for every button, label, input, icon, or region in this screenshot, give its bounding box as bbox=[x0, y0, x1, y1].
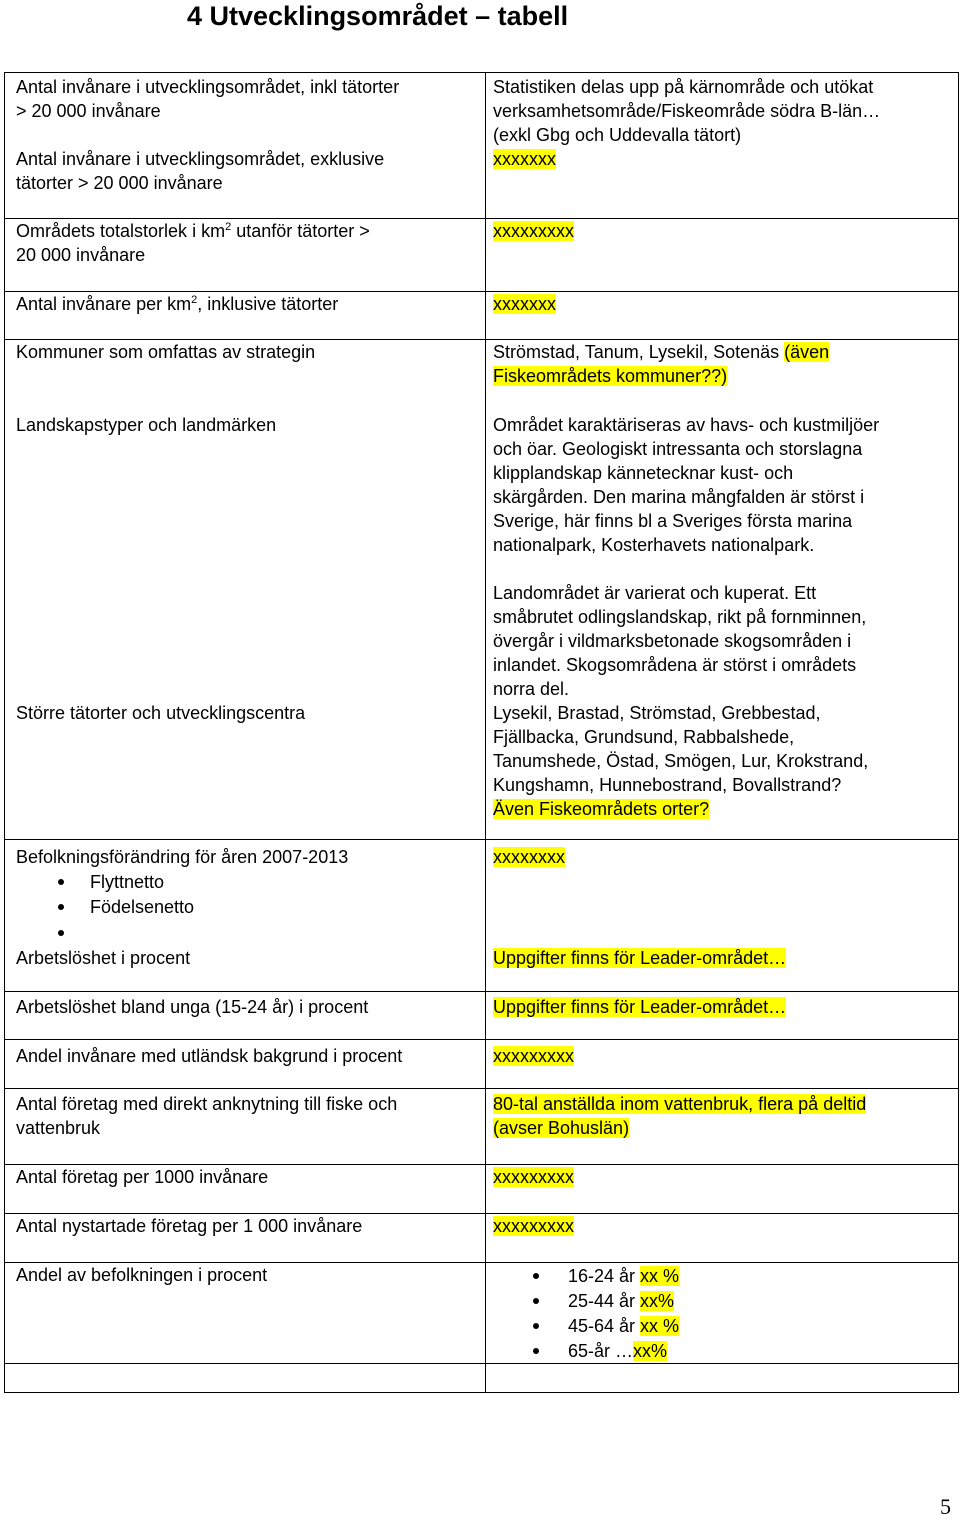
row-divider bbox=[5, 991, 958, 992]
row10-value bbox=[493, 995, 786, 1019]
row10-label: Arbetslöshet bland unga (15-24 år) i procent bbox=[16, 997, 369, 1017]
row12-value-text2: (avser Bohuslän) bbox=[493, 1118, 630, 1138]
age-group-item bbox=[568, 1264, 679, 1288]
row7-value-line: Tanumshede, Östad, Smögen, Lur, Krokstrand, bbox=[493, 751, 869, 771]
row6-value-line: Sverige, här finns bl a Sveriges första marina bbox=[493, 511, 853, 531]
row9-value bbox=[493, 946, 786, 970]
row12-label-line1: Antal företag med direkt anknytning till fiske och bbox=[16, 1094, 398, 1114]
row13-label: Antal företag per 1000 invånare bbox=[16, 1167, 269, 1187]
row3-label-line2: 20 000 invånare bbox=[16, 245, 146, 265]
development-area-table bbox=[4, 72, 959, 1393]
age-group-value: xx % bbox=[640, 1316, 680, 1336]
row1-value-line2: verksamhetsområde/Fiskeområde södra B-län… bbox=[493, 101, 881, 121]
row14-value-text: xxxxxxxxx bbox=[493, 1216, 574, 1236]
row6-value-line: skärgården. Den marina mångfalden är störst i bbox=[493, 487, 865, 507]
row6-value-line: inlandet. Skogsområdena är störst i områdets bbox=[493, 655, 857, 675]
row12-value-text1: 80-tal anställda inom vattenbruk, flera på deltid bbox=[493, 1094, 867, 1114]
row11-label: Andel invånare med utländsk bakgrund i procent bbox=[16, 1046, 403, 1066]
row6-value-line: nationalpark, Kosterhavets nationalpark. bbox=[493, 535, 815, 555]
row10-value-text: Uppgifter finns för Leader-området… bbox=[493, 997, 787, 1017]
row6-value-line: Landområdet är varierat och kuperat. Ett bbox=[493, 583, 817, 603]
age-group-label: 25-44 år bbox=[568, 1291, 641, 1311]
row2-label-line2: tätorter > 20 000 invånare bbox=[16, 173, 223, 193]
row12-value-line2 bbox=[493, 1116, 629, 1140]
row8-bullet1: Flyttnetto bbox=[90, 872, 165, 892]
row7-value-line: Fjällbacka, Grundsund, Rabbalshede, bbox=[493, 727, 795, 747]
bullet-icon bbox=[533, 1323, 539, 1329]
row-divider bbox=[5, 1363, 958, 1364]
row12-label-line2: vattenbruk bbox=[16, 1118, 101, 1138]
row1-value-line1: Statistiken delas upp på kärnområde och utökat bbox=[493, 77, 874, 97]
row11-value-text: xxxxxxxxx bbox=[493, 1046, 574, 1066]
age-group-label: 16-24 år bbox=[568, 1266, 641, 1286]
row5-value-a: Strömstad, Tanum, Lysekil, Sotenäs bbox=[493, 342, 785, 362]
bullet-icon bbox=[58, 879, 64, 885]
row7-highlight-text: Även Fiskeområdets orter? bbox=[493, 799, 710, 819]
column-divider bbox=[485, 73, 486, 1392]
row2-value bbox=[493, 147, 556, 171]
row6-value-line: Området karaktäriseras av havs- och kustmiljöer bbox=[493, 415, 880, 435]
bullet-icon bbox=[58, 930, 64, 936]
age-group-value: xx % bbox=[640, 1266, 680, 1286]
row13-value-text: xxxxxxxxx bbox=[493, 1167, 574, 1187]
row7-value-highlight bbox=[493, 797, 709, 821]
age-group-item bbox=[568, 1339, 667, 1363]
row3-value-text: xxxxxxxxx bbox=[493, 221, 574, 241]
row14-label: Antal nystartade företag per 1 000 invånare bbox=[16, 1216, 363, 1236]
row5-value-line1 bbox=[493, 340, 829, 364]
row9-value-text: Uppgifter finns för Leader-området… bbox=[493, 948, 787, 968]
row3-label-a: Områdets totalstorlek i km bbox=[16, 221, 226, 241]
age-group-label: 45-64 år bbox=[568, 1316, 641, 1336]
row8-value-text: xxxxxxxx bbox=[493, 847, 565, 867]
row6-value-line: norra del. bbox=[493, 679, 570, 699]
row8-bullet2: Födelsenetto bbox=[90, 897, 195, 917]
row4-label-sup: 2 bbox=[191, 294, 198, 306]
row4-value bbox=[493, 292, 556, 316]
page-number: 5 bbox=[940, 1494, 951, 1519]
page-title: 4 Utvecklingsområdet – tabell bbox=[187, 1, 569, 31]
row1-label-line1: Antal invånare i utvecklingsområdet, inkl tätorter bbox=[16, 77, 400, 97]
age-group-value: xx% bbox=[640, 1291, 675, 1311]
row-divider bbox=[5, 1039, 958, 1040]
row7-value-line: Lysekil, Brastad, Strömstad, Grebbestad, bbox=[493, 703, 821, 723]
row6-value-line: småbrutet odlingslandskap, rikt på fornminnen, bbox=[493, 607, 867, 627]
row3-label-line1 bbox=[16, 219, 370, 243]
row3-value bbox=[493, 219, 574, 243]
age-group-value: xx% bbox=[633, 1341, 668, 1361]
bullet-icon bbox=[533, 1298, 539, 1304]
bullet-icon bbox=[58, 904, 64, 910]
row6-value-line: klipplandskap kännetecknar kust- och bbox=[493, 463, 794, 483]
row7-value-line: Kungshamn, Hunnebostrand, Bovallstrand? bbox=[493, 775, 842, 795]
row3-label-sup: 2 bbox=[225, 221, 232, 233]
row6-value-line: övergår i vildmarksbetonade skogsområden i bbox=[493, 631, 852, 651]
row3-label-b: utanför tätorter > bbox=[231, 221, 370, 241]
row9-label: Arbetslöshet i procent bbox=[16, 948, 191, 968]
row13-value bbox=[493, 1165, 574, 1189]
age-group-item bbox=[568, 1314, 679, 1338]
row12-value-line1 bbox=[493, 1092, 866, 1116]
row4-value-text: xxxxxxx bbox=[493, 294, 556, 314]
row8-value bbox=[493, 845, 565, 869]
row2-value-text: xxxxxxx bbox=[493, 149, 556, 169]
row14-value bbox=[493, 1214, 574, 1238]
row4-label-a: Antal invånare per km bbox=[16, 294, 192, 314]
row4-label-b: , inklusive tätorter bbox=[197, 294, 339, 314]
row6-label: Landskapstyper och landmärken bbox=[16, 415, 277, 435]
row-divider bbox=[5, 1088, 958, 1089]
row1-label-line2: > 20 000 invånare bbox=[16, 101, 161, 121]
row7-label: Större tätorter och utvecklingscentra bbox=[16, 703, 306, 723]
age-group-label: 65-år … bbox=[568, 1341, 634, 1361]
row2-label-line1: Antal invånare i utvecklingsområdet, exklusive bbox=[16, 149, 385, 169]
bullet-icon bbox=[533, 1273, 539, 1279]
row5-value-b: (även bbox=[784, 342, 830, 362]
row5-label: Kommuner som omfattas av strategin bbox=[16, 342, 316, 362]
row15-label: Andel av befolkningen i procent bbox=[16, 1265, 268, 1285]
row6-value-line: och öar. Geologiskt intressanta och storslagna bbox=[493, 439, 863, 459]
row1-value-line3: (exkl Gbg och Uddevalla tätort) bbox=[493, 125, 742, 145]
age-group-item bbox=[568, 1289, 674, 1313]
row4-label bbox=[16, 292, 338, 316]
row5-value-line2 bbox=[493, 364, 727, 388]
row5-value-line2-text: Fiskeområdets kommuner??) bbox=[493, 366, 728, 386]
row-divider bbox=[5, 839, 958, 840]
bullet-icon bbox=[533, 1348, 539, 1354]
row8-label: Befolkningsförändring för åren 2007-2013 bbox=[16, 847, 349, 867]
row11-value bbox=[493, 1044, 574, 1068]
